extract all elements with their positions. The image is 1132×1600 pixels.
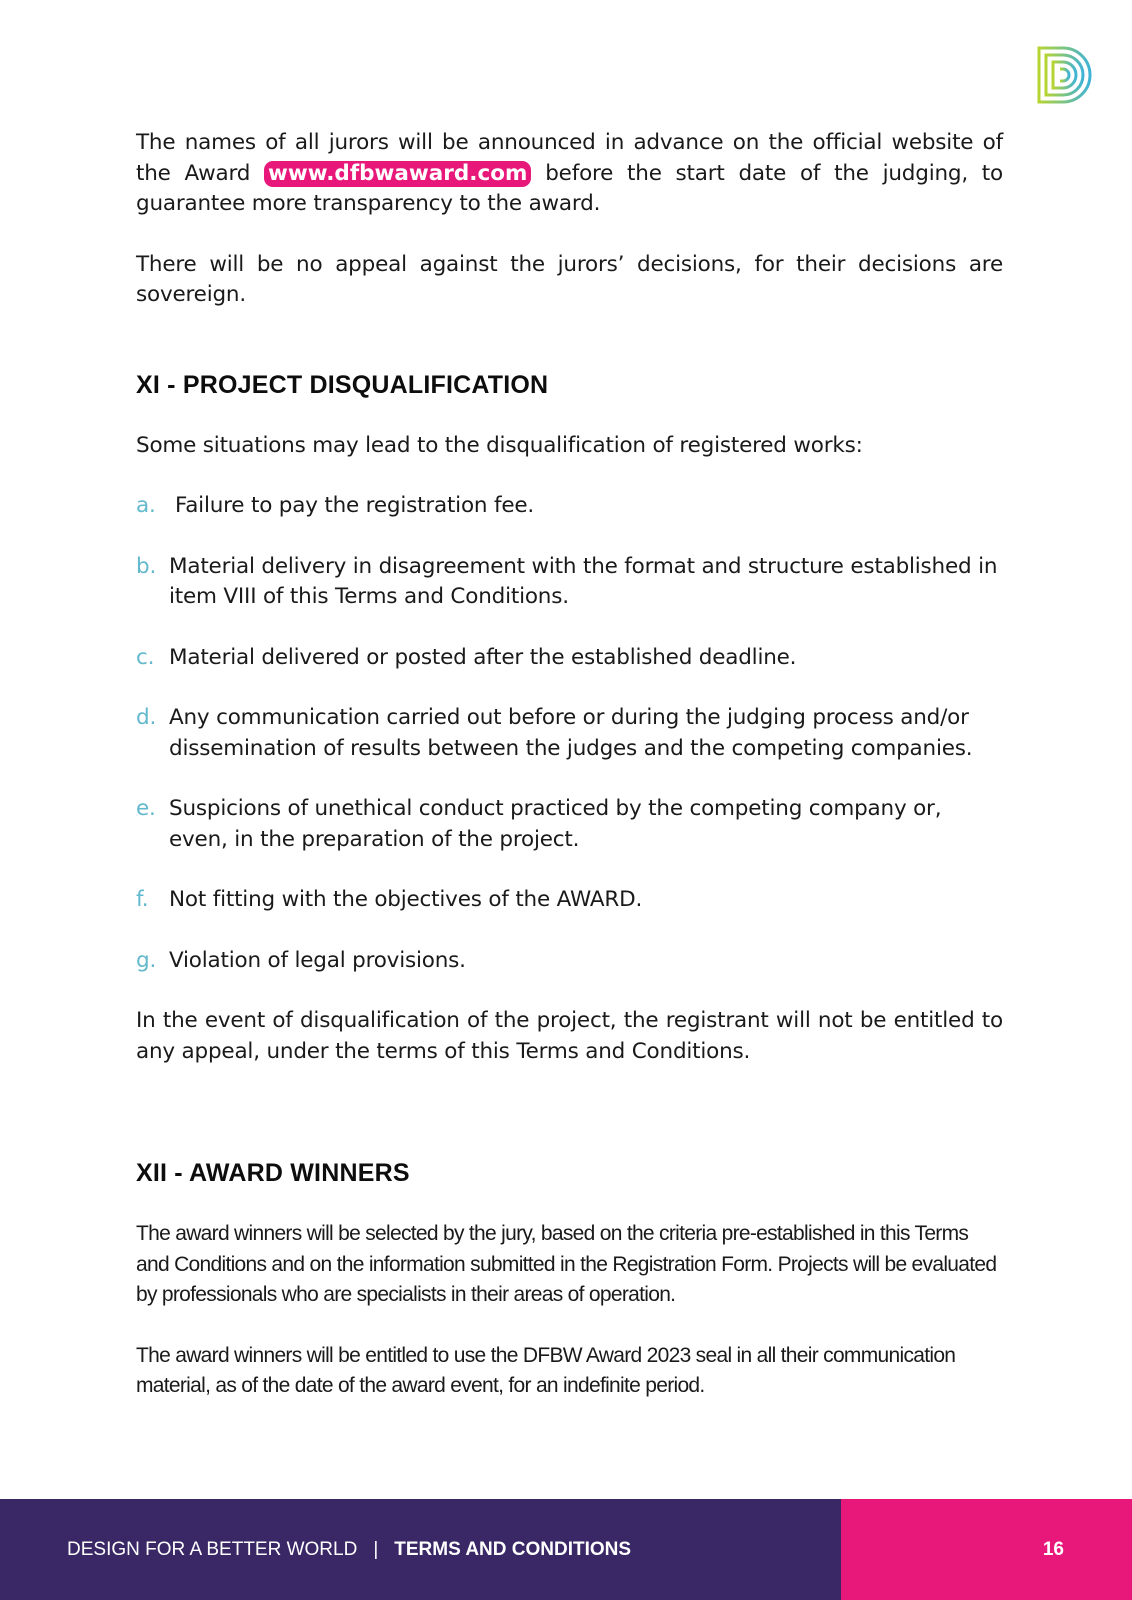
list-item-text: Material delivery in disagreement with the format and structure established in item VIII of this Terms and Conditions.	[169, 553, 998, 609]
list-item-text: Material delivered or posted after the established deadline.	[169, 644, 797, 670]
award-winners-paragraph-1: The award winners will be selected by the jury, based on the criteria pre-established in this Terms and Conditions and on the information submitted in the Registration Form. Projects will be evaluated by professionals who are specialists in their areas of operation.	[136, 1222, 997, 1306]
no-appeal-paragraph: There will be no appeal against the jurors’ decisions, for their decisions are sovereign.	[136, 251, 1003, 307]
list-item	[136, 794, 1003, 855]
jurors-announcement-paragraph	[136, 128, 1003, 220]
footer-section-title: TERMS AND CONDITIONS	[394, 1538, 632, 1560]
list-marker: e.	[136, 796, 156, 821]
page-number: 16	[1042, 1538, 1064, 1560]
disqualification-lead: Some situations may lead to the disqualification of registered works:	[136, 432, 863, 458]
list-marker: b.	[136, 553, 157, 579]
list-item	[136, 491, 1003, 522]
dfbw-d-logo-icon	[1036, 44, 1094, 106]
section-xi-heading: XI - PROJECT DISQUALIFICATION	[136, 370, 549, 399]
list-marker: f.	[136, 887, 149, 912]
list-item	[136, 946, 1003, 977]
list-item	[136, 885, 1003, 916]
disqualification-list	[136, 491, 1003, 976]
page-number-box	[841, 1499, 1132, 1600]
list-item	[136, 552, 1003, 613]
list-marker: g.	[136, 947, 157, 973]
paragraph-text: before the start date of the judging, to guarantee more transparency to the award.	[136, 160, 1003, 216]
list-item-text: Failure to pay the registration fee.	[175, 493, 535, 518]
footer-separator: |	[373, 1538, 379, 1560]
section-xii-heading: XII - AWARD WINNERS	[136, 1159, 410, 1187]
award-winners-paragraph-2: The award winners will be entitled to use the DFBW Award 2023 seal in all their communication material, as of the date of the award event, for an indefinite period.	[136, 1343, 956, 1397]
list-marker: a.	[136, 493, 156, 518]
list-item-text: Not fitting with the objectives of the AWARD.	[169, 887, 643, 912]
list-item-text: Violation of legal provisions.	[169, 947, 466, 973]
list-item-text: Suspicions of unethical conduct practiced by the competing company or, even, in the preparation of the project.	[169, 796, 942, 852]
list-item	[136, 643, 1003, 674]
footer-brand: DESIGN FOR A BETTER WORLD	[67, 1538, 358, 1560]
paragraph-text: The names of all jurors will be announced in advance on the official website of the Award	[136, 130, 1003, 186]
page-content	[136, 128, 1003, 1402]
list-item	[136, 703, 1003, 764]
page-footer	[0, 1499, 1132, 1600]
footer-bar	[0, 1499, 841, 1600]
website-link[interactable]: www.dfbwaward.com	[264, 161, 531, 187]
list-marker: c.	[136, 644, 155, 670]
list-marker: d.	[136, 705, 157, 730]
list-item-text: Any communication carried out before or during the judging process and/or dissemination of results between the judges and the competing companies.	[169, 705, 973, 761]
disqualification-closing: In the event of disqualification of the project, the registrant will not be entitled to any appeal, under the terms of this Terms and Conditions.	[136, 1008, 1003, 1064]
